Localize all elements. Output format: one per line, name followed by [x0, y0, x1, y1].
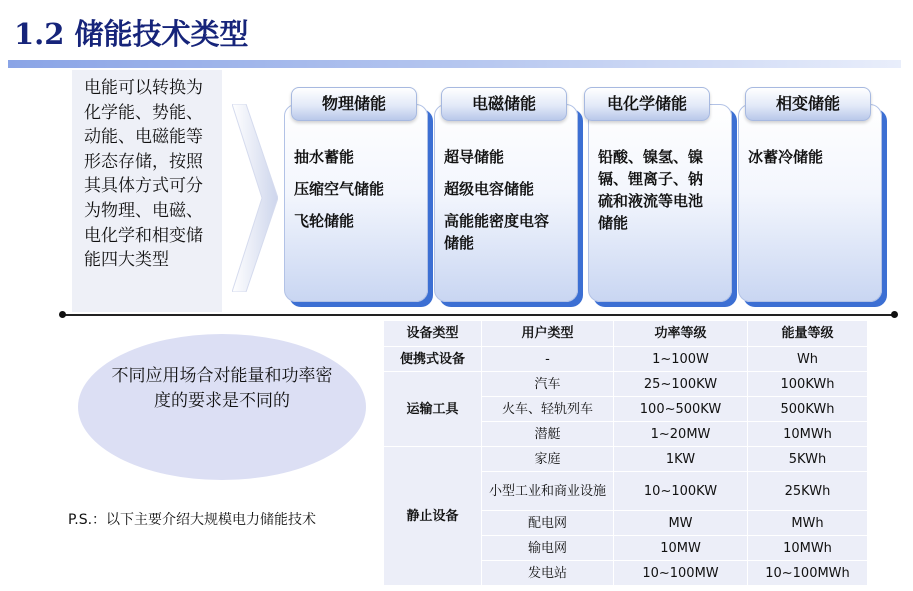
column-header: 功率等级 — [614, 321, 748, 347]
table-cell: 1~20MW — [614, 422, 748, 447]
table-cell: 500KWh — [748, 397, 868, 422]
card-header-electrochemical: 电化学储能 — [584, 87, 710, 121]
category-cell: 静止设备 — [384, 447, 482, 586]
table-cell: 10~100MWh — [748, 561, 868, 586]
card-body-phase-change — [748, 146, 882, 178]
callout-text: 不同应用场合对能量和功率密度的要求是不同的 — [111, 366, 333, 411]
card-header-physical: 物理储能 — [291, 87, 417, 121]
ps-note: P.S.：以下主要介绍大规模电力储能技术 — [68, 512, 317, 528]
table-cell: 1KW — [614, 447, 748, 472]
table-cell: 配电网 — [482, 511, 614, 536]
table-cell: 潜艇 — [482, 422, 614, 447]
divider-endpoint-left — [59, 311, 66, 318]
card-header-electromagnetic: 电磁储能 — [441, 87, 567, 121]
column-header: 设备类型 — [384, 321, 482, 347]
table-cell: - — [482, 347, 614, 372]
category-cell: 便携式设备 — [384, 347, 482, 372]
table-cell: 10MWh — [748, 422, 868, 447]
card-header-phase-change: 相变储能 — [745, 87, 871, 121]
table-cell: 火车、轻轨列车 — [482, 397, 614, 422]
table-cell: 100~500KW — [614, 397, 748, 422]
card-item: 高能能密度电容储能 — [444, 212, 550, 252]
column-header: 用户类型 — [482, 321, 614, 347]
table-cell: 10~100KW — [614, 472, 748, 511]
card-item: 冰蓄冷储能 — [748, 148, 824, 166]
table-row — [384, 347, 868, 372]
table-cell: 汽车 — [482, 372, 614, 397]
card-item: 铅酸、镍氢、镍镉、锂离子、钠硫和液流等电池储能 — [598, 148, 704, 232]
table-header-row — [384, 321, 868, 347]
card-body-electrochemical — [598, 146, 716, 234]
category-cell: 运输工具 — [384, 372, 482, 447]
storage-card-phase-change — [738, 104, 882, 302]
table-cell: 家庭 — [482, 447, 614, 472]
table-cell: 25~100KW — [614, 372, 748, 397]
card-body-physical — [294, 146, 428, 242]
column-header: 能量等级 — [748, 321, 868, 347]
card-item: 超级电容储能 — [444, 180, 535, 198]
table-cell: 25KWh — [748, 472, 868, 511]
device-spec-table — [383, 320, 868, 586]
table-row — [384, 372, 868, 397]
section-divider — [62, 314, 895, 316]
table-cell: 10MWh — [748, 536, 868, 561]
divider-endpoint-right — [891, 311, 898, 318]
card-item: 抽水蓄能 — [294, 148, 355, 166]
table-row — [384, 447, 868, 472]
intro-text: 电能可以转换为化学能、势能、动能、电磁能等形态存储，按照其具体方式可分为物理、电磁、电化学和相变储能四大类型 — [84, 78, 203, 271]
chevron-arrow-icon — [232, 104, 278, 292]
title-underline-bar — [8, 60, 901, 68]
table-cell: 小型工业和商业设施 — [482, 472, 614, 511]
table-cell: 1~100W — [614, 347, 748, 372]
table-cell: Wh — [748, 347, 868, 372]
card-item: 飞轮储能 — [294, 212, 355, 230]
table-cell: 发电站 — [482, 561, 614, 586]
table-cell: 10~100MW — [614, 561, 748, 586]
table-cell: 5KWh — [748, 447, 868, 472]
card-body-electromagnetic — [444, 146, 560, 254]
slide-title: 1.2 储能技术类型 — [14, 17, 249, 51]
card-item: 压缩空气储能 — [294, 180, 385, 198]
table-cell: 10MW — [614, 536, 748, 561]
table-cell: 输电网 — [482, 536, 614, 561]
card-item: 超导储能 — [444, 148, 505, 166]
table-cell: MW — [614, 511, 748, 536]
table-cell: MWh — [748, 511, 868, 536]
table-cell: 100KWh — [748, 372, 868, 397]
